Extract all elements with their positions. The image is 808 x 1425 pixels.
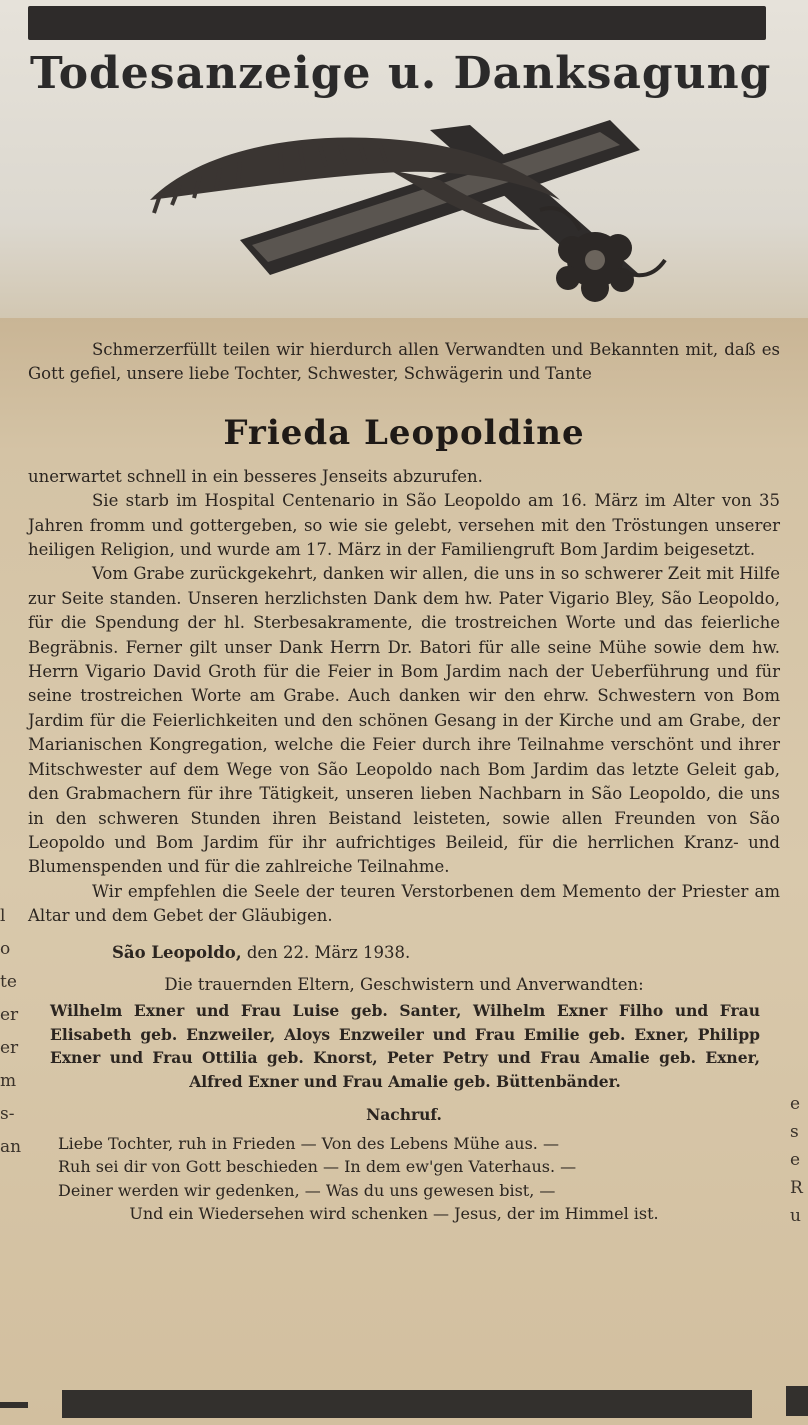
intro-paragraph: Schmerzerfüllt teilen wir hierdurch allen Verwandten und Bekannten mit, daß es Gott gefiel, unsere liebe Tochter, Schwester, Schwägerin und Tante bbox=[28, 340, 780, 384]
margin-fragment: u bbox=[790, 1206, 801, 1226]
bottom-rule-left bbox=[0, 1402, 28, 1408]
margin-fragment: m bbox=[0, 1071, 17, 1091]
bottom-black-rule bbox=[62, 1390, 752, 1418]
margin-fragment: o bbox=[0, 939, 11, 959]
poem-line: Und ein Wiedersehen wird schenken — Jesus, der im Himmel ist. bbox=[129, 1204, 659, 1224]
headline: Todesanzeige u. Danksagung bbox=[30, 48, 772, 99]
right-margin-fragments bbox=[790, 1090, 808, 1230]
margin-fragment: er bbox=[0, 1005, 19, 1025]
margin-fragment: e bbox=[790, 1150, 801, 1170]
margin-fragment: s- bbox=[0, 1104, 15, 1124]
margin-fragment: te bbox=[0, 972, 17, 992]
poem-line: Ruh sei dir von Gott beschieden — In dem ew'gen Vaterhaus. — bbox=[58, 1157, 577, 1177]
poem-line: Deiner werden wir gedenken, — Was du uns gewesen bist, — bbox=[58, 1180, 556, 1200]
margin-fragment: er bbox=[0, 1038, 19, 1058]
place-date-line bbox=[112, 941, 780, 965]
top-black-rule bbox=[28, 6, 766, 40]
margin-fragment: e bbox=[790, 1094, 801, 1114]
mourners-list: Wilhelm Exner und Frau Luise geb. Santer, Wilhelm Exner Filho und Frau Elisabeth geb. Enzweiler, Aloys Enzweiler und Frau Emilie geb. Exner, Philipp Exner und Frau Ottilia geb. Knorst, Peter Petry und Frau Amalie geb. Exner, Alfred Exner und Frau Amalie geb. Büttenbänder. bbox=[50, 1001, 760, 1091]
place: São Leopoldo, bbox=[112, 942, 242, 962]
poem-line: Liebe Tochter, ruh in Frieden — Von des Lebens Mühe aus. — bbox=[58, 1133, 559, 1153]
paragraph-memento: Wir empfehlen die Seele der teuren Verstorbenen dem Memento der Priester am Altar und dem Gebet der Gläubigen. bbox=[28, 881, 780, 926]
mourners-intro: Die trauernden Eltern, Geschwistern und Anverwandten: bbox=[164, 974, 644, 994]
deceased-name: Frieda Leopoldine bbox=[223, 412, 585, 453]
margin-fragment: l bbox=[0, 906, 6, 926]
paragraph-called-away: unerwartet schnell in ein besseres Jenseits abzurufen. bbox=[28, 466, 483, 486]
date: den 22. März 1938. bbox=[246, 942, 411, 962]
announcement-body bbox=[28, 338, 780, 1226]
margin-fragment: an bbox=[0, 1137, 22, 1157]
paragraph-death-details: Sie starb im Hospital Centenario in São Leopoldo am 16. März im Alter von 35 Jahren fromm und gottergeben, so wie sie gelebt, versehen mit den Tröstungen unserer heiligen Religion, und wurde am 17. März in der Familiengruft Bom Jardim beigesetzt. bbox=[28, 491, 780, 560]
margin-fragment: R bbox=[790, 1178, 803, 1198]
bottom-rule-right bbox=[786, 1386, 808, 1416]
left-margin-fragments bbox=[0, 900, 20, 1164]
margin-fragment: s bbox=[790, 1122, 799, 1142]
nachruf-title: Nachruf. bbox=[366, 1105, 442, 1125]
paragraph-thanks: Vom Grabe zurückgekehrt, danken wir allen, die uns in so schwerer Zeit mit Hilfe zur Seite standen. Unseren herzlichsten Dank dem hw. Pater Vigario Bley, São Leopoldo, für die Spendung der hl. Sterbesakramente, die trostreichen Worte und das feierliche Begräbnis. Ferner gilt unser Dank Herrn Dr. Batori für alle seine Mühe sowie dem hw. Herrn Vigario David Groth für die Feier in Bom Jardim nach der Ueberführung und für seine trostreichen Worte am Grabe. Auch danken wir den ehrw. Schwestern von Bom Jardim für die Feierlichkeiten und den schönen Gesang in der Kirche und am Grabe, der Marianischen Kongregation, welche die Feier durch ihre Teilnahme verschönt und ihrer Mitschwester auf dem Wege von São Leopoldo nach Bom Jardim das letzte Geleit gab, den Grabmachern für ihre Tätigkeit, unseren lieben Nachbarn in São Leopoldo, die uns in den schweren Stunden ihren Beistand leisteten, sowie allen Freunden von São Leopoldo und Bom Jardim für ihr aufrichtiges Beileid, für die herrlichen Kranz- und Blumenspenden und für die zahlreiche Teilnahme. bbox=[28, 564, 780, 877]
cross-with-palm-frond-and-flower-icon bbox=[140, 110, 680, 320]
nachruf-poem bbox=[58, 1132, 760, 1226]
